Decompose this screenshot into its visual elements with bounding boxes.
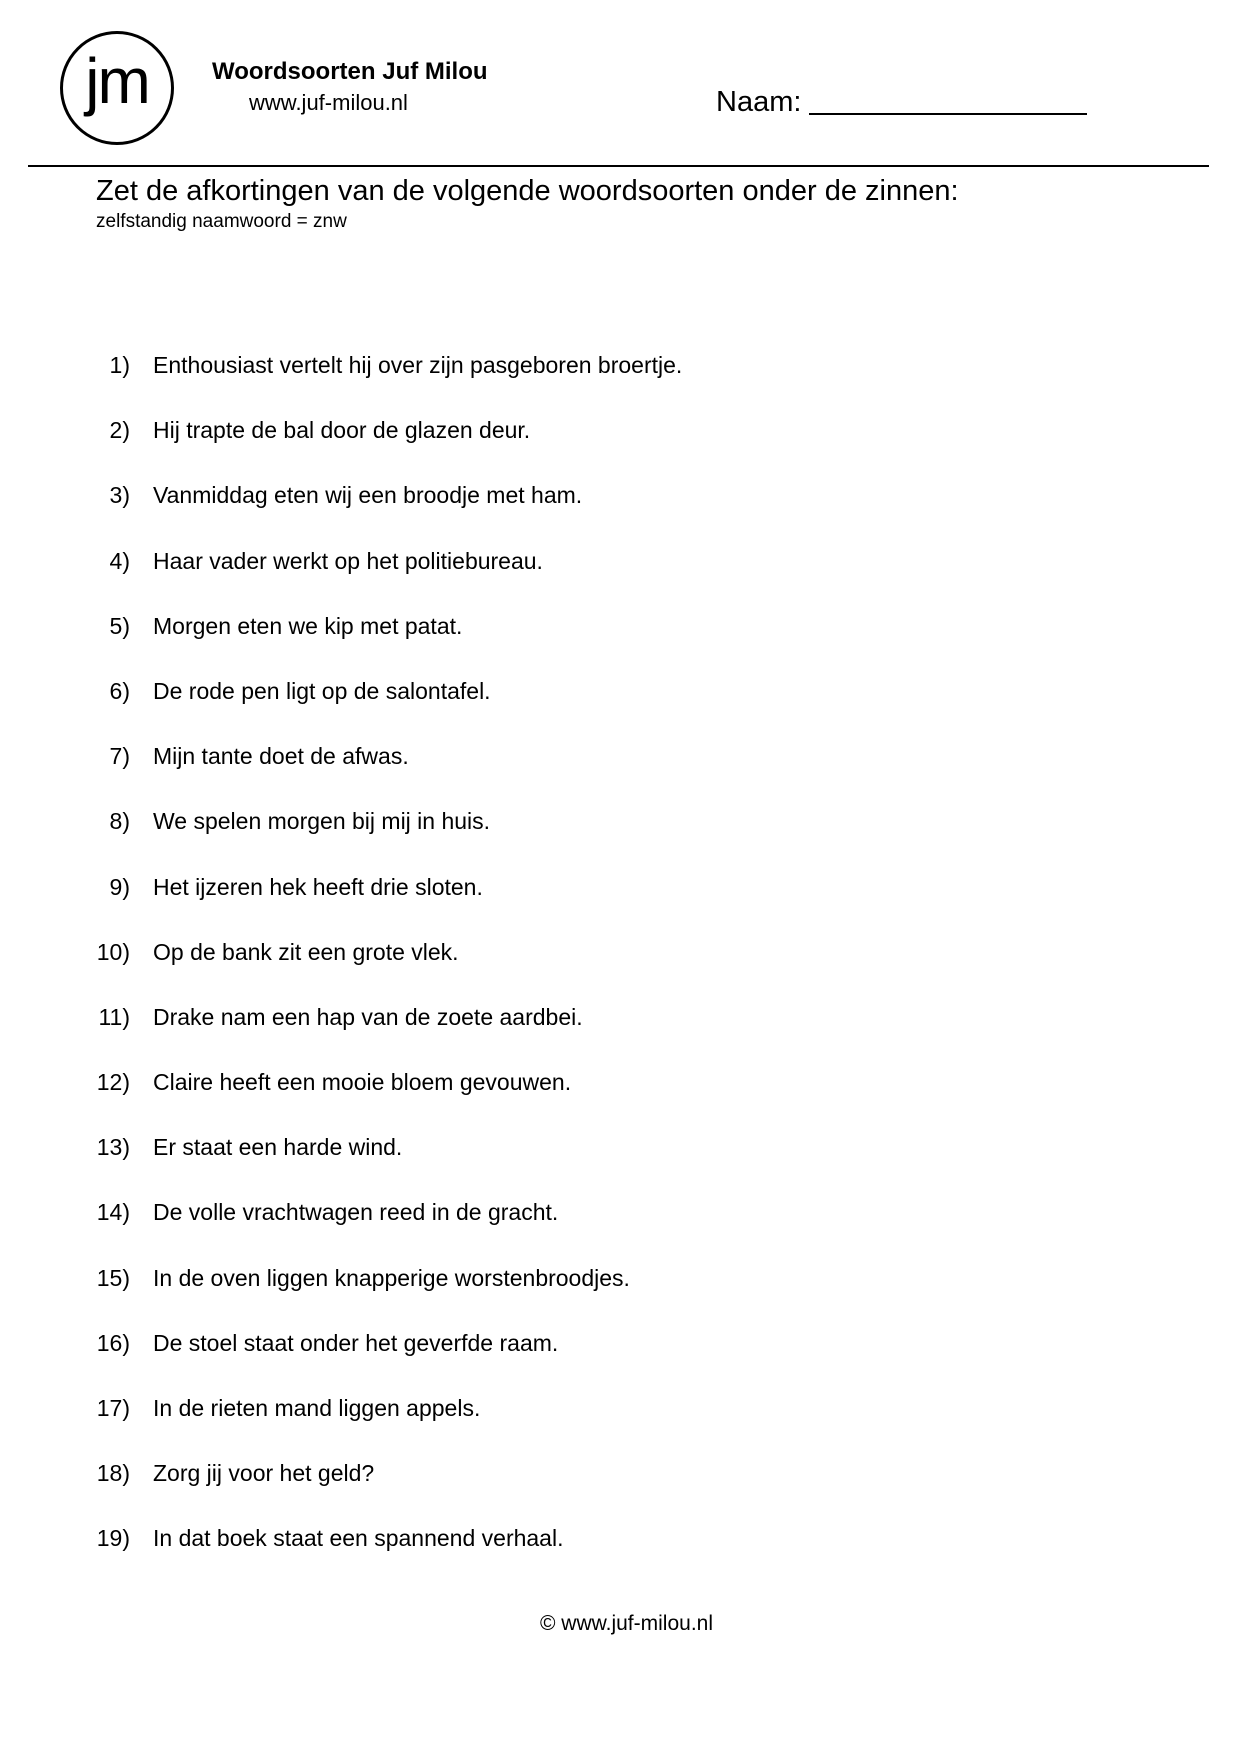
sentence-number: 1) xyxy=(109,352,130,378)
sentence-number: 11) xyxy=(98,1003,130,1030)
sentence-item xyxy=(0,1265,1240,1330)
sentence-item xyxy=(0,743,1240,808)
sentence-text: Hij trapte de bal door de glazen deur. xyxy=(153,417,531,444)
sentence-number: 15) xyxy=(96,1264,130,1291)
sentence-text: De rode pen ligt op de salontafel. xyxy=(153,677,491,704)
sentence-number: 13) xyxy=(96,1134,130,1161)
footer-copyright: © www.juf-milou.nl xyxy=(539,1612,713,1635)
sentence-text: Morgen eten we kip met patat. xyxy=(153,612,463,639)
sentence-number: 3) xyxy=(109,482,130,509)
sentence-item xyxy=(0,1330,1240,1395)
sentence-number: 5) xyxy=(109,612,130,639)
name-blank-line xyxy=(809,112,1087,115)
header-divider xyxy=(28,165,1209,167)
sentence-text: In de oven liggen knapperige worstenbroodjes. xyxy=(153,1264,630,1291)
sentence-item xyxy=(0,1134,1240,1199)
sentence-item xyxy=(0,482,1240,547)
site-url: www.juf-milou.nl xyxy=(249,90,408,115)
sentence-text: Het ijzeren hek heeft drie sloten. xyxy=(153,873,483,900)
sentence-text: Claire heeft een mooie bloem gevouwen. xyxy=(153,1069,572,1096)
sentence-item xyxy=(0,613,1240,678)
sentence-number: 16) xyxy=(96,1329,130,1356)
sentence-text: Drake nam een hap van de zoete aardbei. xyxy=(153,1003,583,1030)
sentence-item xyxy=(0,1069,1240,1134)
sentence-text: Zorg jij voor het geld? xyxy=(153,1460,375,1487)
sentence-item xyxy=(0,352,1240,417)
sentence-text: In dat boek staat een spannend verhaal. xyxy=(153,1525,564,1552)
sentence-text: Enthousiast vertelt hij over zijn pasgeboren broertje. xyxy=(153,352,683,378)
sentence-number: 9) xyxy=(109,873,130,900)
sentence-text: Vanmiddag eten wij een broodje met ham. xyxy=(153,482,583,509)
abbreviation-legend: zelfstandig naamwoord = znw xyxy=(96,211,347,232)
sentence-item xyxy=(0,1004,1240,1069)
name-label: Naam: xyxy=(716,86,802,118)
sentence-number: 18) xyxy=(96,1460,130,1487)
sentence-text: Op de bank zit een grote vlek. xyxy=(153,938,459,965)
sentence-item xyxy=(0,939,1240,1004)
sentence-number: 19) xyxy=(96,1525,130,1552)
sentence-text: Mijn tante doet de afwas. xyxy=(153,743,409,770)
sentence-number: 2) xyxy=(109,417,130,444)
sentence-item xyxy=(0,548,1240,613)
sentence-number: 4) xyxy=(109,547,130,574)
site-title: Woordsoorten Juf Milou xyxy=(212,58,488,85)
sentence-item xyxy=(0,808,1240,873)
sentence-text: Er staat een harde wind. xyxy=(153,1134,403,1161)
sentence-item xyxy=(0,1199,1240,1264)
sentence-item xyxy=(0,1525,1240,1590)
sentence-number: 6) xyxy=(109,677,130,704)
sentence-text: De volle vrachtwagen reed in de gracht. xyxy=(153,1199,559,1226)
sentence-number: 7) xyxy=(109,743,130,770)
logo-text: jm xyxy=(85,45,149,117)
logo xyxy=(60,31,174,145)
sentence-number: 17) xyxy=(96,1395,130,1421)
sentence-list xyxy=(0,352,1240,1591)
sentence-item xyxy=(0,874,1240,939)
sentence-item xyxy=(0,1395,1240,1460)
sentence-item xyxy=(0,1460,1240,1525)
sentence-text: De stoel staat onder het geverfde raam. xyxy=(153,1329,559,1356)
sentence-number: 12) xyxy=(96,1069,130,1096)
instruction-text: Zet de afkortingen van de volgende woordsoorten onder de zinnen: xyxy=(96,175,959,207)
sentence-number: 10) xyxy=(96,938,130,965)
sentence-text: We spelen morgen bij mij in huis. xyxy=(153,808,491,835)
sentence-text: In de rieten mand liggen appels. xyxy=(153,1395,481,1421)
sentence-item xyxy=(0,678,1240,743)
name-field xyxy=(716,86,1087,119)
sentence-item xyxy=(0,417,1240,482)
sentence-text: Haar vader werkt op het politiebureau. xyxy=(153,547,543,574)
sentence-number: 14) xyxy=(96,1199,130,1226)
sentence-number: 8) xyxy=(109,808,130,835)
